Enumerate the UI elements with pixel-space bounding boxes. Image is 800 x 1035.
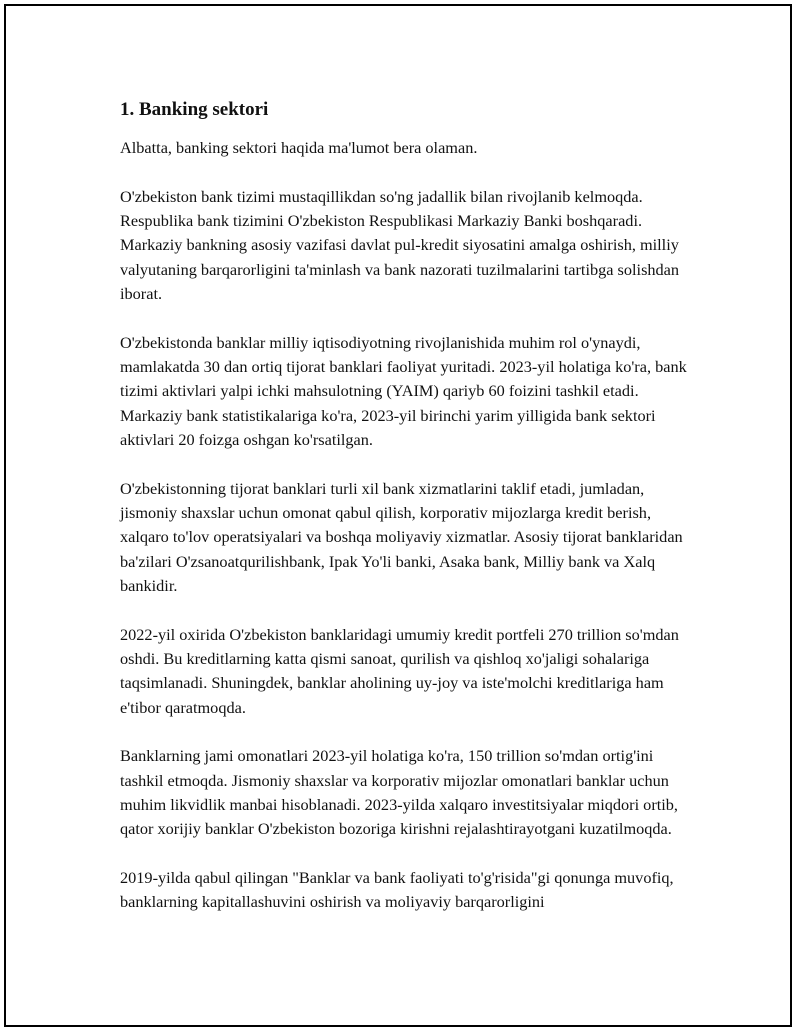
document-body — [120, 98, 695, 939]
paragraph-bank-system: O'zbekiston bank tizimi mustaqillikdan so'ng jadallik bilan rivojlanib kelmoqda. Respublika bank tizimini O'zbekiston Respublikasi Markaziy Banki boshqaradi. Markaziy bankning asosiy vazifasi davlat pul-kredit siyosatini amalga oshirish, milliy valyutaning barqarorligini ta'minlash va bank nazorati tuzilmalarini tartibga solishdan iborat. — [120, 186, 680, 303]
page-frame — [4, 4, 792, 1027]
paragraph-commercial-banks: O'zbekistonning tijorat banklari turli xil bank xizmatlarini taklif etadi, jumladan, jismoniy shaxslar uchun omonat qabul qilish, korporativ mijozlarga kredit berish, xalqaro to'lov operatsiyalari va boshqa moliyaviy xizmatlar. Asosiy tijorat banklaridan ba'zilari O'zsanoatqurilishbank, Ipak Yo'li banki, Asaka bank, Milliy bank va Xalq bankidir. — [120, 478, 683, 595]
paragraph-intro: Albatta, banking sektori haqida ma'lumot bera olaman. — [120, 138, 478, 157]
paragraph-deposits: Banklarning jami omonatlari 2023-yil holatiga ko'ra, 150 trillion so'mdan ortig'ini tashkil etmoqda. Jismoniy shaxslar va korporativ mijozlar omonatlari banklar uchun muhim likvidlik manbai hisoblanadi. 2023-yilda xalqaro investitsiyalar miqdori ortib, qator xorijiy banklar O'zbekiston bozoriga kirishni rejalashtirayotgani kuzatilmoqda. — [120, 746, 678, 839]
paragraph-economy-role: O'zbekistonda banklar milliy iqtisodiyotning rivojlanishida muhim rol o'ynaydi, mamlakatda 30 dan ortiq tijorat banklari faoliyat yuritadi. 2023-yil holatiga ko'ra, bank tizimi aktivlari yalpi ichki mahsulotning (YAIM) qariyb 60 foizini tashkil etadi. Markaziy bank statistikalariga ko'ra, 2023-yil birinchi yarim yilligida bank sektori aktivlari 20 foizga oshgan ko'rsatilgan. — [120, 332, 687, 449]
section-heading: 1. Banking sektori — [120, 99, 269, 120]
paragraph-banking-law: 2019-yilda qabul qilingan "Banklar va bank faoliyati to'g'risida"gi qonunga muvofiq, banklarning kapitallashuvini oshirish va moliyaviy barqarorligini — [120, 868, 674, 912]
paragraph-credit-portfolio: 2022-yil oxirida O'zbekiston banklaridagi umumiy kredit portfeli 270 trillion so'mdan oshdi. Bu kreditlarning katta qismi sanoat, qurilish va qishloq xo'jaligi sohalariga taqsimlanadi. Shuningdek, banklar aholining uy-joy va iste'molchi kreditlariga ham e'tibor qaratmoqda. — [120, 624, 679, 717]
